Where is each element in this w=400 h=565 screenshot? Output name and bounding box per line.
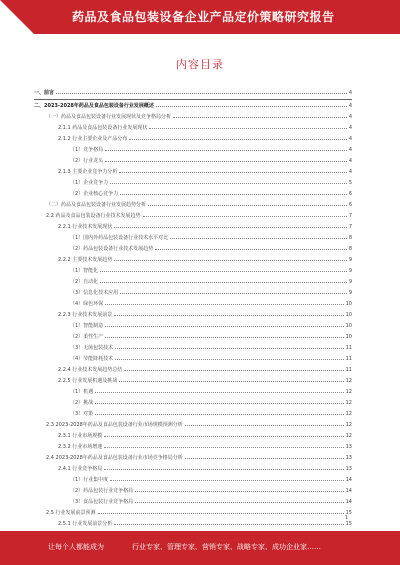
- toc-entry-label: 2.2.5 行业发展机遇及挑战: [58, 378, 118, 384]
- toc-entry-label: 2.2 药品及食品包装设备行业技术发展趋势: [46, 213, 141, 219]
- toc-entry-label: 2.3.2 行业市场增速: [58, 444, 103, 450]
- toc-entry-label: （2）柔性生产: [70, 334, 104, 340]
- toc-leader-dots: [104, 442, 343, 448]
- toc-entry-page: 13: [345, 455, 352, 461]
- toc-entry-page: 14: [345, 477, 352, 483]
- toc-leader-dots: [119, 376, 343, 382]
- toc-entry-page: 6: [348, 191, 352, 197]
- toc-entry-label: （3）信息化技术应用: [70, 290, 119, 296]
- toc-entry-page: 5: [348, 180, 352, 186]
- toc-leader-dots: [135, 486, 343, 492]
- toc-entry-label: 2.2.2 主要技术发展趋势: [58, 257, 113, 263]
- toc-entry-page: 6: [348, 202, 352, 208]
- toc-entry[interactable]: [34, 387, 352, 398]
- toc-entry[interactable]: [34, 409, 352, 420]
- toc-entry-label: 2.4.1 行业竞争格局: [58, 466, 103, 472]
- toc-entry[interactable]: [34, 497, 352, 508]
- toc-entry[interactable]: [34, 442, 352, 453]
- toc-entry-label: 2.5.1 行业发展前景分析: [58, 521, 113, 527]
- toc-leader-dots: [124, 365, 343, 371]
- toc-leader-dots: [105, 332, 343, 338]
- toc-leader-dots: [95, 398, 343, 404]
- toc-entry-label: （2）行业龙头: [70, 158, 104, 164]
- toc-entry-page: 9: [348, 257, 352, 263]
- footer-banner: [0, 531, 400, 565]
- toc-entry-label: （1）行业集中度: [70, 477, 109, 483]
- toc-leader-dots: [156, 101, 347, 107]
- toc-leader-dots: [185, 453, 344, 459]
- toc-leader-dots: [114, 255, 347, 261]
- toc-leader-dots: [105, 321, 343, 327]
- toc-entry[interactable]: [34, 398, 352, 409]
- toc-entry-label: 2.4 2023-2028年药品及食品包装设备行业市场竞争格局分析: [46, 455, 183, 461]
- toc-entry-label: （2）药品包装设备行业技术发展趋势: [70, 246, 154, 252]
- toc-entry-page: 4: [348, 169, 352, 175]
- toc-entry-label: （2）挑战: [70, 400, 94, 406]
- toc-leader-dots: [120, 189, 347, 195]
- toc-entry[interactable]: [34, 332, 352, 343]
- toc-entry-page: 9: [348, 290, 352, 296]
- toc-leader-dots: [114, 310, 343, 316]
- toc-entry[interactable]: [34, 178, 352, 189]
- toc-entry[interactable]: [34, 233, 352, 244]
- toc-leader-dots: [114, 222, 347, 228]
- toc-entry[interactable]: [34, 189, 352, 200]
- toc-entry[interactable]: [34, 464, 352, 475]
- toc-leader-dots: [105, 156, 347, 162]
- toc-entry-page: 11: [345, 345, 352, 351]
- toc-entry-page: 10: [345, 323, 352, 329]
- header-wedge: [0, 0, 34, 34]
- toc-entry-page: 4: [348, 158, 352, 164]
- toc-entry[interactable]: [34, 453, 352, 464]
- toc-entry[interactable]: [34, 475, 352, 486]
- toc-entry-page: 12: [345, 378, 352, 384]
- toc-entry-page: 9: [348, 279, 352, 285]
- header-banner: [0, 0, 400, 34]
- toc-leader-dots: [110, 178, 347, 184]
- toc-entry[interactable]: [34, 343, 352, 354]
- toc-entry-page: 10: [345, 301, 352, 307]
- toc-entry[interactable]: [34, 244, 352, 255]
- toc-entry-label: 2.1.2 行业主要企业及产品分布: [58, 136, 128, 142]
- toc-leader-dots: [56, 88, 347, 94]
- toc-entry[interactable]: [34, 266, 352, 277]
- toc-entry-label: （2）自动化: [70, 279, 99, 285]
- toc-leader-dots: [95, 409, 343, 415]
- toc-leader-dots: [120, 288, 347, 294]
- toc-entry[interactable]: [34, 365, 352, 376]
- toc-entry[interactable]: [34, 486, 352, 497]
- toc-entry[interactable]: [34, 88, 352, 99]
- toc-leader-dots: [155, 244, 347, 250]
- toc-entry-page: 4: [348, 114, 352, 120]
- toc-entry-label: 2.2.3 行业技术发展前景: [58, 312, 113, 318]
- toc-leader-dots: [135, 497, 343, 503]
- toc-entry-page: 15: [345, 521, 352, 527]
- toc-entry-page: 12: [345, 433, 352, 439]
- toc-entry-label: 2.1.3 主要企业竞争力分析: [58, 169, 118, 175]
- toc-leader-dots: [104, 464, 343, 470]
- toc-entry-page: 13: [345, 466, 352, 472]
- page-number: 1: [345, 515, 349, 521]
- toc-separator: [34, 99, 352, 100]
- toc-leader-dots: [115, 354, 343, 360]
- toc-entry-page: 13: [345, 444, 352, 450]
- toc-entry[interactable]: [34, 222, 352, 233]
- toc-leader-dots: [110, 475, 343, 481]
- toc-entry[interactable]: [34, 112, 352, 123]
- footer-tags: 行业专家、管理专家、营销专家、战略专家、成功企业家……: [132, 543, 321, 551]
- toc-leader-dots: [149, 123, 346, 129]
- toc-entry-label: （2）药品包装行业竞争格局: [70, 488, 134, 494]
- toc-entry-page: 14: [345, 488, 352, 494]
- toc-entry[interactable]: [34, 288, 352, 299]
- toc-entry[interactable]: [34, 299, 352, 310]
- toc-entry-page: 12: [345, 422, 352, 428]
- toc-entry-page: 8: [348, 235, 352, 241]
- toc-leader-dots: [143, 211, 347, 217]
- toc-entry-label: （3）无菌包装技术: [70, 345, 114, 351]
- toc-entry[interactable]: [34, 145, 352, 156]
- toc-entry-page: 9: [348, 268, 352, 274]
- toc-entry-page: 12: [345, 400, 352, 406]
- toc-entry-label: （1）机遇: [70, 389, 94, 395]
- toc-entry[interactable]: [34, 211, 352, 222]
- toc-entry-label: （1）企业竞争力: [70, 180, 109, 186]
- toc-entry-label: 二、2023-2028年药品及食品包装设备行业发展概述: [34, 103, 154, 109]
- toc-entry-page: 8: [348, 246, 352, 252]
- toc-entry-label: 2.3.1 行业市场规模: [58, 433, 103, 439]
- toc-entry[interactable]: [34, 167, 352, 178]
- toc-entry-label: 2.1.1 药品及食品包装设备行业发展现状: [58, 125, 148, 131]
- toc-entry-page: 11: [345, 356, 352, 362]
- toc-leader-dots: [170, 233, 347, 239]
- toc-entry[interactable]: [34, 508, 352, 519]
- toc-entry-label: 2.5 行业发展前景预测: [46, 510, 96, 516]
- toc-leader-dots: [129, 134, 346, 140]
- toc-heading: 内容目录: [176, 58, 224, 71]
- toc-entry-label: （4）节能降耗技术: [70, 356, 114, 362]
- toc-entry-label: （3）对策: [70, 411, 94, 417]
- toc-entry-label: 一、前言: [34, 90, 55, 96]
- toc-entry-page: 4: [348, 103, 352, 109]
- toc-entry-page: 11: [345, 367, 352, 373]
- toc-leader-dots: [105, 145, 347, 151]
- toc-entry-page: 10: [345, 312, 352, 318]
- toc-entry[interactable]: [34, 134, 352, 145]
- toc-entry[interactable]: [34, 277, 352, 288]
- toc-entry-page: 12: [345, 411, 352, 417]
- toc-entry-label: （3）食品包装行业竞争格局: [70, 499, 134, 505]
- toc-leader-dots: [104, 431, 343, 437]
- toc-entry[interactable]: [34, 255, 352, 266]
- table-of-contents: [34, 88, 352, 530]
- toc-entry[interactable]: [34, 123, 352, 134]
- toc-entry-page: 12: [345, 389, 352, 395]
- toc-leader-dots: [148, 200, 347, 206]
- toc-entry-page: 14: [345, 499, 352, 505]
- toc-leader-dots: [98, 508, 344, 514]
- toc-entry[interactable]: [34, 156, 352, 167]
- toc-entry-label: （1）智能化: [70, 268, 99, 274]
- toc-leader-dots: [100, 266, 347, 272]
- toc-entry-page: 15: [345, 510, 352, 516]
- toc-leader-dots: [115, 343, 343, 349]
- toc-entry[interactable]: [34, 376, 352, 387]
- toc-entry-page: 7: [348, 224, 352, 230]
- toc-leader-dots: [185, 420, 344, 426]
- toc-entry-page: 4: [348, 136, 352, 142]
- toc-entry-label: （一）药品及食品包装设备行业发展现状及竞争格局分析: [46, 114, 172, 120]
- toc-entry[interactable]: [34, 310, 352, 321]
- toc-leader-dots: [105, 299, 343, 305]
- toc-leader-dots: [173, 112, 347, 118]
- toc-entry-label: （二）药品及食品包装设备行业发展趋势分析: [46, 202, 147, 208]
- toc-entry-label: （4）绿色环保: [70, 301, 104, 307]
- toc-entry-label: （1）竞争格局: [70, 147, 104, 153]
- toc-leader-dots: [100, 277, 347, 283]
- toc-leader-dots: [114, 519, 343, 525]
- toc-entry-page: 4: [348, 147, 352, 153]
- toc-entry-label: 2.2.4 行业技术发展趋势总结: [58, 367, 123, 373]
- toc-entry-page: 7: [348, 213, 352, 219]
- toc-entry[interactable]: [34, 519, 352, 530]
- toc-entry[interactable]: [34, 321, 352, 332]
- toc-leader-dots: [95, 387, 343, 393]
- toc-entry-label: （1）智能制造: [70, 323, 104, 329]
- toc-entry-label: 2.3 2023-2028年药品及食品包装设备行业市场规模预测分析: [46, 422, 183, 428]
- report-title: 药品及食品包装设备企业产品定价策略研究报告: [72, 10, 335, 24]
- toc-entry-page: 4: [348, 90, 352, 96]
- toc-entry-page: 4: [348, 125, 352, 131]
- toc-entry-label: （2）企业核心竞争力: [70, 191, 119, 197]
- toc-entry-label: 2.2.1 行业技术发展现状: [58, 224, 113, 230]
- toc-entry[interactable]: [34, 101, 352, 112]
- toc-entry[interactable]: [34, 354, 352, 365]
- toc-entry[interactable]: [34, 420, 352, 431]
- toc-leader-dots: [119, 167, 346, 173]
- toc-entry[interactable]: [34, 431, 352, 442]
- toc-entry-page: 10: [345, 334, 352, 340]
- toc-entry[interactable]: [34, 200, 352, 211]
- footer-slogan: 让每个人都能成为: [48, 543, 104, 551]
- toc-entry-label: （1）国内外药品包装设备行业技术水平对比: [70, 235, 169, 241]
